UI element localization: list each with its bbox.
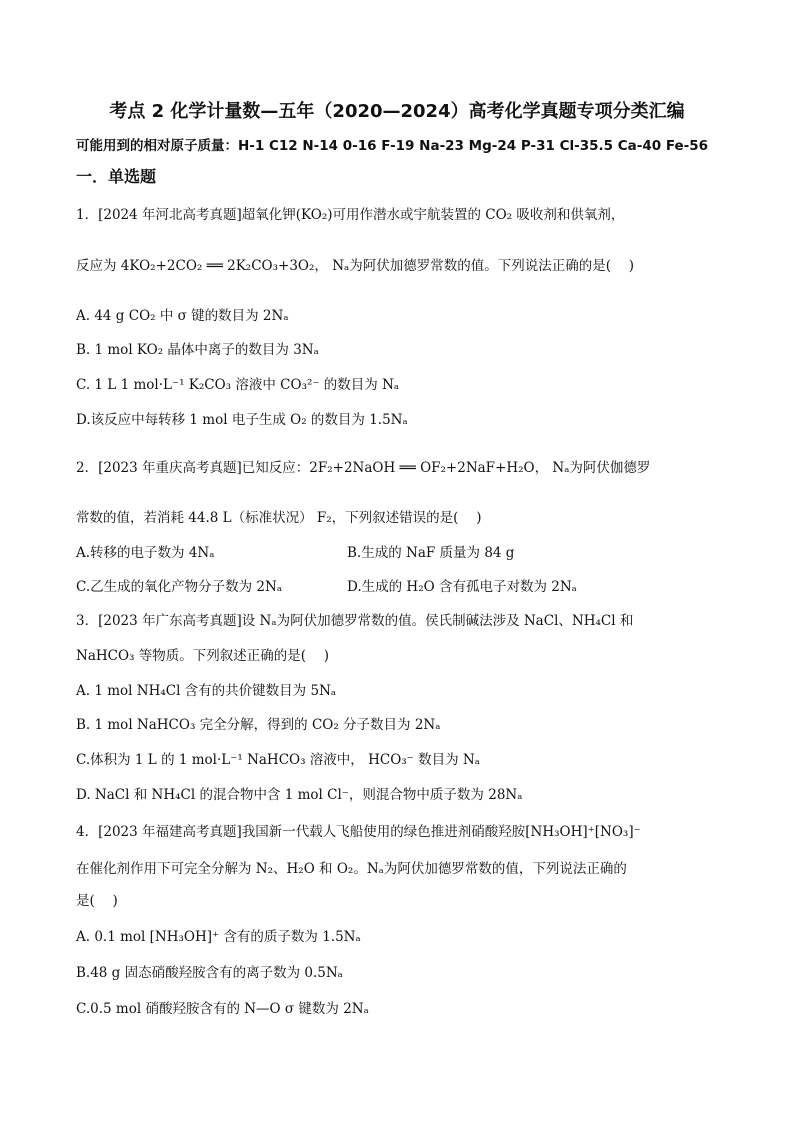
q2-option-a: A.转移的电子数为 4Nₐ — [76, 545, 215, 561]
q1-option-a: A. 44 g CO₂ 中 σ 键的数目为 2Nₐ — [76, 308, 289, 324]
q1-stem-line1: 1．[2024 年河北高考真题]超氧化钾(KO₂)可用作潜水或宇航装置的 CO₂ 吸收剂和供氧剂， — [76, 207, 625, 223]
page-title: 考点 2 化学计量数—五年（2020—2024）高考化学真题专项分类汇编 — [109, 101, 685, 122]
q3-stem-line1: 3．[2023 年广东高考真题]设 Nₐ为阿伏加德罗常数的值。侯氏制碱法涉及 NaCl、NH₄Cl 和 — [76, 613, 634, 629]
q3-option-b: B. 1 mol NaHCO₃ 完全分解，得到的 CO₂ 分子数目为 2Nₐ — [76, 717, 441, 733]
section-heading: 一．单选题 — [76, 167, 157, 186]
q2-stem-line1: 2．[2023 年重庆高考真题]已知反应：2F₂+2NaOH ══ OF₂+2NaF+H₂O， Nₐ为阿伏伽德罗 — [76, 460, 651, 476]
q2-option-d: D.生成的 H₂O 含有孤电子对数为 2Nₐ — [347, 579, 577, 595]
q4-option-b: B.48 g 固态硝酸羟胺含有的离子数为 0.5Nₐ — [76, 965, 343, 981]
q2-stem-line2: 常数的值，若消耗 44.8 L（标准状况） F₂，下列叙述错误的是( ) — [76, 510, 482, 526]
q1-option-b: B. 1 mol KO₂ 晶体中离子的数目为 3Nₐ — [76, 342, 319, 358]
q1-option-d: D.该反应中每转移 1 mol 电子生成 O₂ 的数目为 1.5Nₐ — [76, 412, 408, 428]
q4-stem-line1: 4．[2023 年福建高考真题]我国新一代载人飞船使用的绿色推进剂硝酸羟胺[NH₃OH]⁺[NO₃]⁻ — [76, 824, 641, 840]
q4-option-a: A. 0.1 mol [NH₃OH]⁺ 含有的质子数为 1.5Nₐ — [76, 929, 361, 945]
q3-stem-line2: NaHCO₃ 等物质。下列叙述正确的是( ) — [76, 648, 330, 664]
q4-stem-line2: 在催化剂作用下可完全分解为 N₂、H₂O 和 O₂。Nₐ为阿伏加德罗常数的值，下列说法正确的 — [76, 861, 627, 877]
atomic-masses-line: 可能用到的相对原子质量：H-1 C12 N-14 0-16 F-19 Na-23 Mg-24 P-31 Cl-35.5 Ca-40 Fe-56 — [76, 138, 709, 154]
q4-stem-line3: 是( ) — [76, 893, 118, 909]
q1-stem-line2: 反应为 4KO₂+2CO₂ ══ 2K₂CO₃+3O₂， Nₐ为阿伏加德罗常数的值。下列说法正确的是( ) — [76, 258, 635, 274]
q2-option-c: C.乙生成的氧化产物分子数为 2Nₐ — [76, 579, 283, 595]
q4-option-c: C.0.5 mol 硝酸羟胺含有的 N—O σ 键数为 2Nₐ — [76, 1001, 369, 1017]
q3-option-d: D. NaCl 和 NH₄Cl 的混合物中含 1 mol Cl⁻，则混合物中质子数为 28Nₐ — [76, 787, 523, 803]
q3-option-c: C.体积为 1 L 的 1 mol·L⁻¹ NaHCO₃ 溶液中， HCO₃⁻ 数目为 Nₐ — [76, 752, 480, 768]
q3-option-a: A. 1 mol NH₄Cl 含有的共价键数目为 5Nₐ — [76, 683, 337, 699]
q1-option-c: C. 1 L 1 mol·L⁻¹ K₂CO₃ 溶液中 CO₃²⁻ 的数目为 Nₐ — [76, 377, 400, 393]
q2-option-b: B.生成的 NaF 质量为 84 g — [347, 545, 515, 561]
